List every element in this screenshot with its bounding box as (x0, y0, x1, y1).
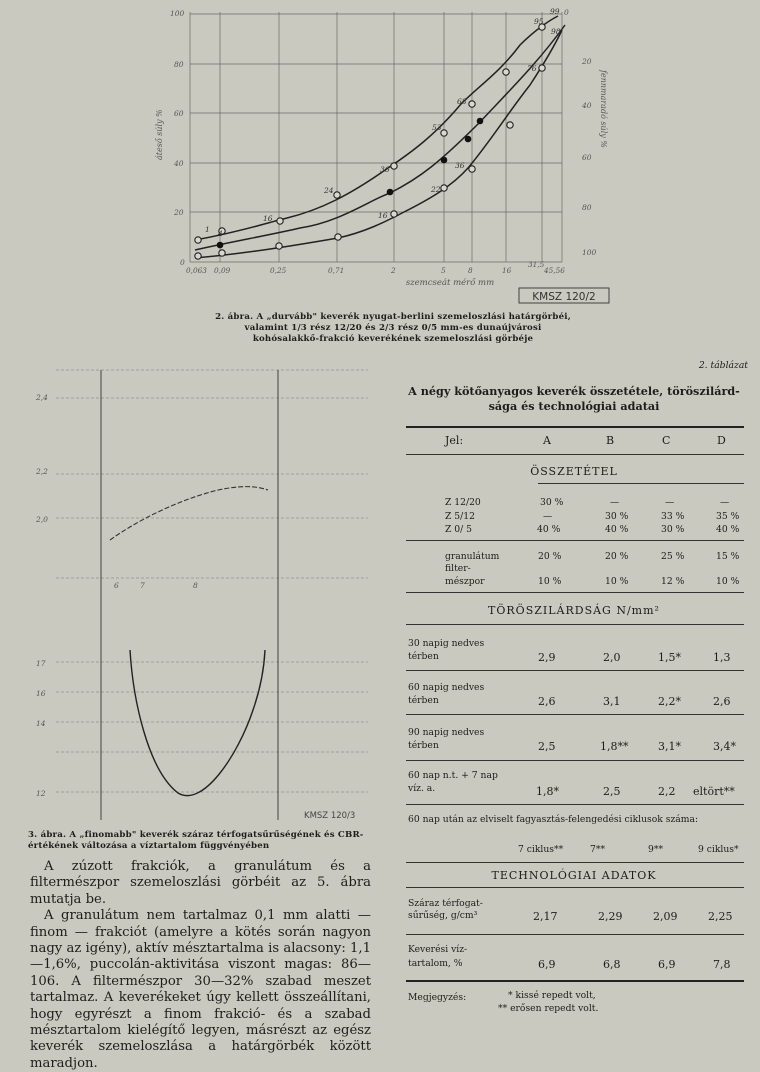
kmsz-label-3: KMSZ 120/3 (304, 811, 356, 821)
section-strength: TÖRÖSZILÁRDSÁG N/mm² (488, 604, 660, 617)
left-tick: 100 (170, 9, 185, 18)
svg-text:22: 22 (431, 185, 441, 194)
tech-row: Száraz térfogat- sűrűség, g/cm³ 2,17 2,29 2,09 2,25 (408, 898, 733, 923)
fig3-y-ticks (35, 393, 48, 798)
note-label: Megjegyzés: (408, 992, 467, 1003)
fig3-y-tick: 2,2 (36, 467, 48, 476)
note-2: ** erősen repedt volt. (498, 1003, 599, 1014)
x-axis-label: szemcseát mérő mm (405, 278, 495, 288)
strength-row: 30 napig nedves térben 2,9 2,0 1,5* 1,3 (408, 638, 731, 664)
body-text (30, 859, 371, 1072)
strength-row: 90 napig nedves térben 2,5 1,8** 3,1* 3,4* (408, 727, 736, 753)
x-tick: 5 (441, 266, 446, 275)
svg-text:4: 4 (218, 229, 223, 238)
table-2: 2. táblázat A négy kötőanyagos keverék összetétele, töröszilárd- sága és technológiai adatai Jel: A B C D ÖSSZETÉTEL Z 12/20 30 % — — — Z 5/12 — 30 % 33 % 35 % Z 0/ 5 40 % 40 % 30 % 40 % granulátum 20 % 20 % 25 % 15 % filter- mészpor 10 % 10 % 12 % 10 % TÖRÖSZILÁRDSÁG N/mm² 30 napig nedves térben 2,9 2,0 1,5* 1,3 60 napig nedves térben 2,6 3,1 2,2* 2,6 90 napig nedves térben 2,5 1,8** 3,1* 3,4* 60 nap n.t. + 7 nap víz. a. 1,8* 2,5 2,2 eltört** 60 nap után az elviselt fagyasztás-felengedési ciklusok száma: 7 ciklus** 7** 9** 9 ciklus* TECHNOLÓGIAI ADATOK Száraz térfogat- sűrűség, g/cm³ 2,17 2,29 2,09 2,25 Keverési víz- tartalom, % 6,9 6,8 6,9 7,8 Megjegyzés: * kissé repedt volt, ** erősen repedt volt. (398, 360, 750, 1040)
header-col-a: A (543, 434, 551, 447)
right-axis-label: fennmaradó súly % (599, 70, 608, 148)
right-tick: 20 (582, 57, 592, 66)
right-tick: 60 (582, 153, 592, 162)
left-tick: 0 (180, 258, 185, 267)
svg-text:98: 98 (551, 27, 561, 36)
svg-text:76: 76 (527, 64, 537, 73)
right-axis-ticks (564, 8, 597, 257)
left-tick: 40 (174, 159, 184, 168)
fig3-x-tick: 7 (140, 581, 145, 590)
x-tick: 0,71 (328, 266, 345, 275)
section-composition: ÖSSZETÉTEL (530, 465, 618, 478)
svg-text:95: 95 (534, 17, 544, 26)
paragraph: A zúzott frakciók, a granulátum és a filtermészpor szemeloszlási görbéit az 5. ábra mutatja be. (30, 859, 371, 907)
strength-row: 60 napig nedves térben 2,6 3,1 2,2* 2,6 (408, 682, 731, 708)
fig3-x-tick: 8 (193, 581, 198, 590)
figure-3-chart (28, 350, 380, 830)
x-tick: 31,5 (528, 260, 545, 269)
left-tick: 20 (174, 208, 184, 217)
x-tick: 2 (391, 266, 396, 275)
upper-limit-curve (195, 16, 558, 240)
figure-3-caption: 3. ábra. A „finomabb" keverék száraz térfogatsűrűségének és CBR-értékének változása a víztartalom függvényében (28, 830, 364, 851)
freeze-note: 60 nap után az elviselt fagyasztás-felengedési ciklusok száma: (408, 814, 699, 825)
x-tick: 8 (468, 266, 473, 275)
svg-text:36: 36 (455, 161, 465, 170)
density-curve (110, 487, 268, 540)
left-tick: 60 (174, 109, 184, 118)
svg-text:16: 16 (378, 211, 388, 220)
header-col-d: D (717, 434, 726, 447)
x-tick: 45,56 (544, 266, 565, 275)
fig3-y-tick: 2,0 (36, 515, 48, 524)
paragraph: A granulátum nem tartalmaz 0,1 mm alatti — finom — frakciót (amelyre a kötés során nagyon nagy az igény), aktív mésztartalma is alacsony: 1,1—1,6%, puccolán-aktivitása viszont magas: 86—106. A filtermészpor 30—32% szabad meszet tartalmaz. A keverékeket úgy kellett összeállítani, hogy egyrészt a finom frakció- és a szabad mésztartalom kielégítő legyen, másrészt az egész keverék szemeloszlása a határgörbék között maradjon. (30, 908, 371, 1071)
x-tick: 0,09 (214, 266, 231, 275)
y-axis-label: áteső súly % (155, 109, 164, 160)
tech-row: Keverési víz- tartalom, % 6,9 6,8 6,9 7,8 (408, 944, 731, 971)
left-tick: 80 (174, 60, 184, 69)
figure-2-chart (150, 0, 610, 305)
right-tick: 0 (564, 8, 569, 17)
svg-text:68: 68 (457, 97, 467, 106)
left-axis-ticks (170, 9, 185, 267)
kmsz-label-2: KMSZ 120/2 (532, 291, 596, 303)
svg-text:16: 16 (263, 214, 273, 223)
header-col-b: B (606, 434, 615, 447)
x-tick: 0,25 (270, 266, 287, 275)
fig3-y-tick: 2,4 (36, 393, 48, 402)
fig3-x-ticks (114, 581, 198, 590)
fig3-y-tick: 17 (36, 659, 46, 668)
note-1: * kissé repedt volt, (508, 990, 596, 1001)
binder-row: filter- (445, 563, 471, 574)
figure-3 (28, 350, 380, 830)
right-tick: 100 (582, 248, 597, 257)
table-title-1: A négy kötőanyagos keverék összetétele, töröszilárd- (408, 384, 740, 398)
right-tick: 80 (582, 203, 592, 212)
header-label: Jel: (445, 434, 464, 447)
svg-text:1: 1 (205, 225, 210, 234)
table-number: 2. táblázat (698, 360, 748, 371)
strength-row: 60 nap n.t. + 7 nap víz. a. 1,8* 2,5 2,2 eltört** (408, 770, 735, 798)
figure-2-caption: 2. ábra. A „durvább" keverék nyugat-berlini szemeloszlási határgörbéi, valamint 1/3 rész 12/20 és 2/3 rész 0/5 mm-es dunaújvárosi kohósalakkő-frakció keverékének szemeloszlási görbéje (215, 312, 571, 344)
fig3-y-tick: 16 (36, 689, 46, 698)
cbr-curve (130, 650, 265, 796)
fig3-y-tick: 14 (36, 719, 46, 728)
svg-text:36: 36 (380, 165, 390, 174)
table-title-2: sága és technológiai adatai (488, 399, 660, 413)
fig3-y-tick: 12 (36, 789, 46, 798)
section-tech: TECHNOLÓGIAI ADATOK (491, 869, 657, 882)
svg-text:53: 53 (432, 123, 442, 132)
figure-2 (150, 0, 610, 305)
svg-text:24: 24 (324, 186, 334, 195)
x-tick: 16 (502, 266, 512, 275)
x-tick: 0,063 (186, 266, 207, 275)
right-tick: 40 (582, 101, 592, 110)
header-col-c: C (662, 434, 671, 447)
svg-text:99: 99 (550, 7, 560, 16)
fig3-x-tick: 6 (114, 581, 119, 590)
